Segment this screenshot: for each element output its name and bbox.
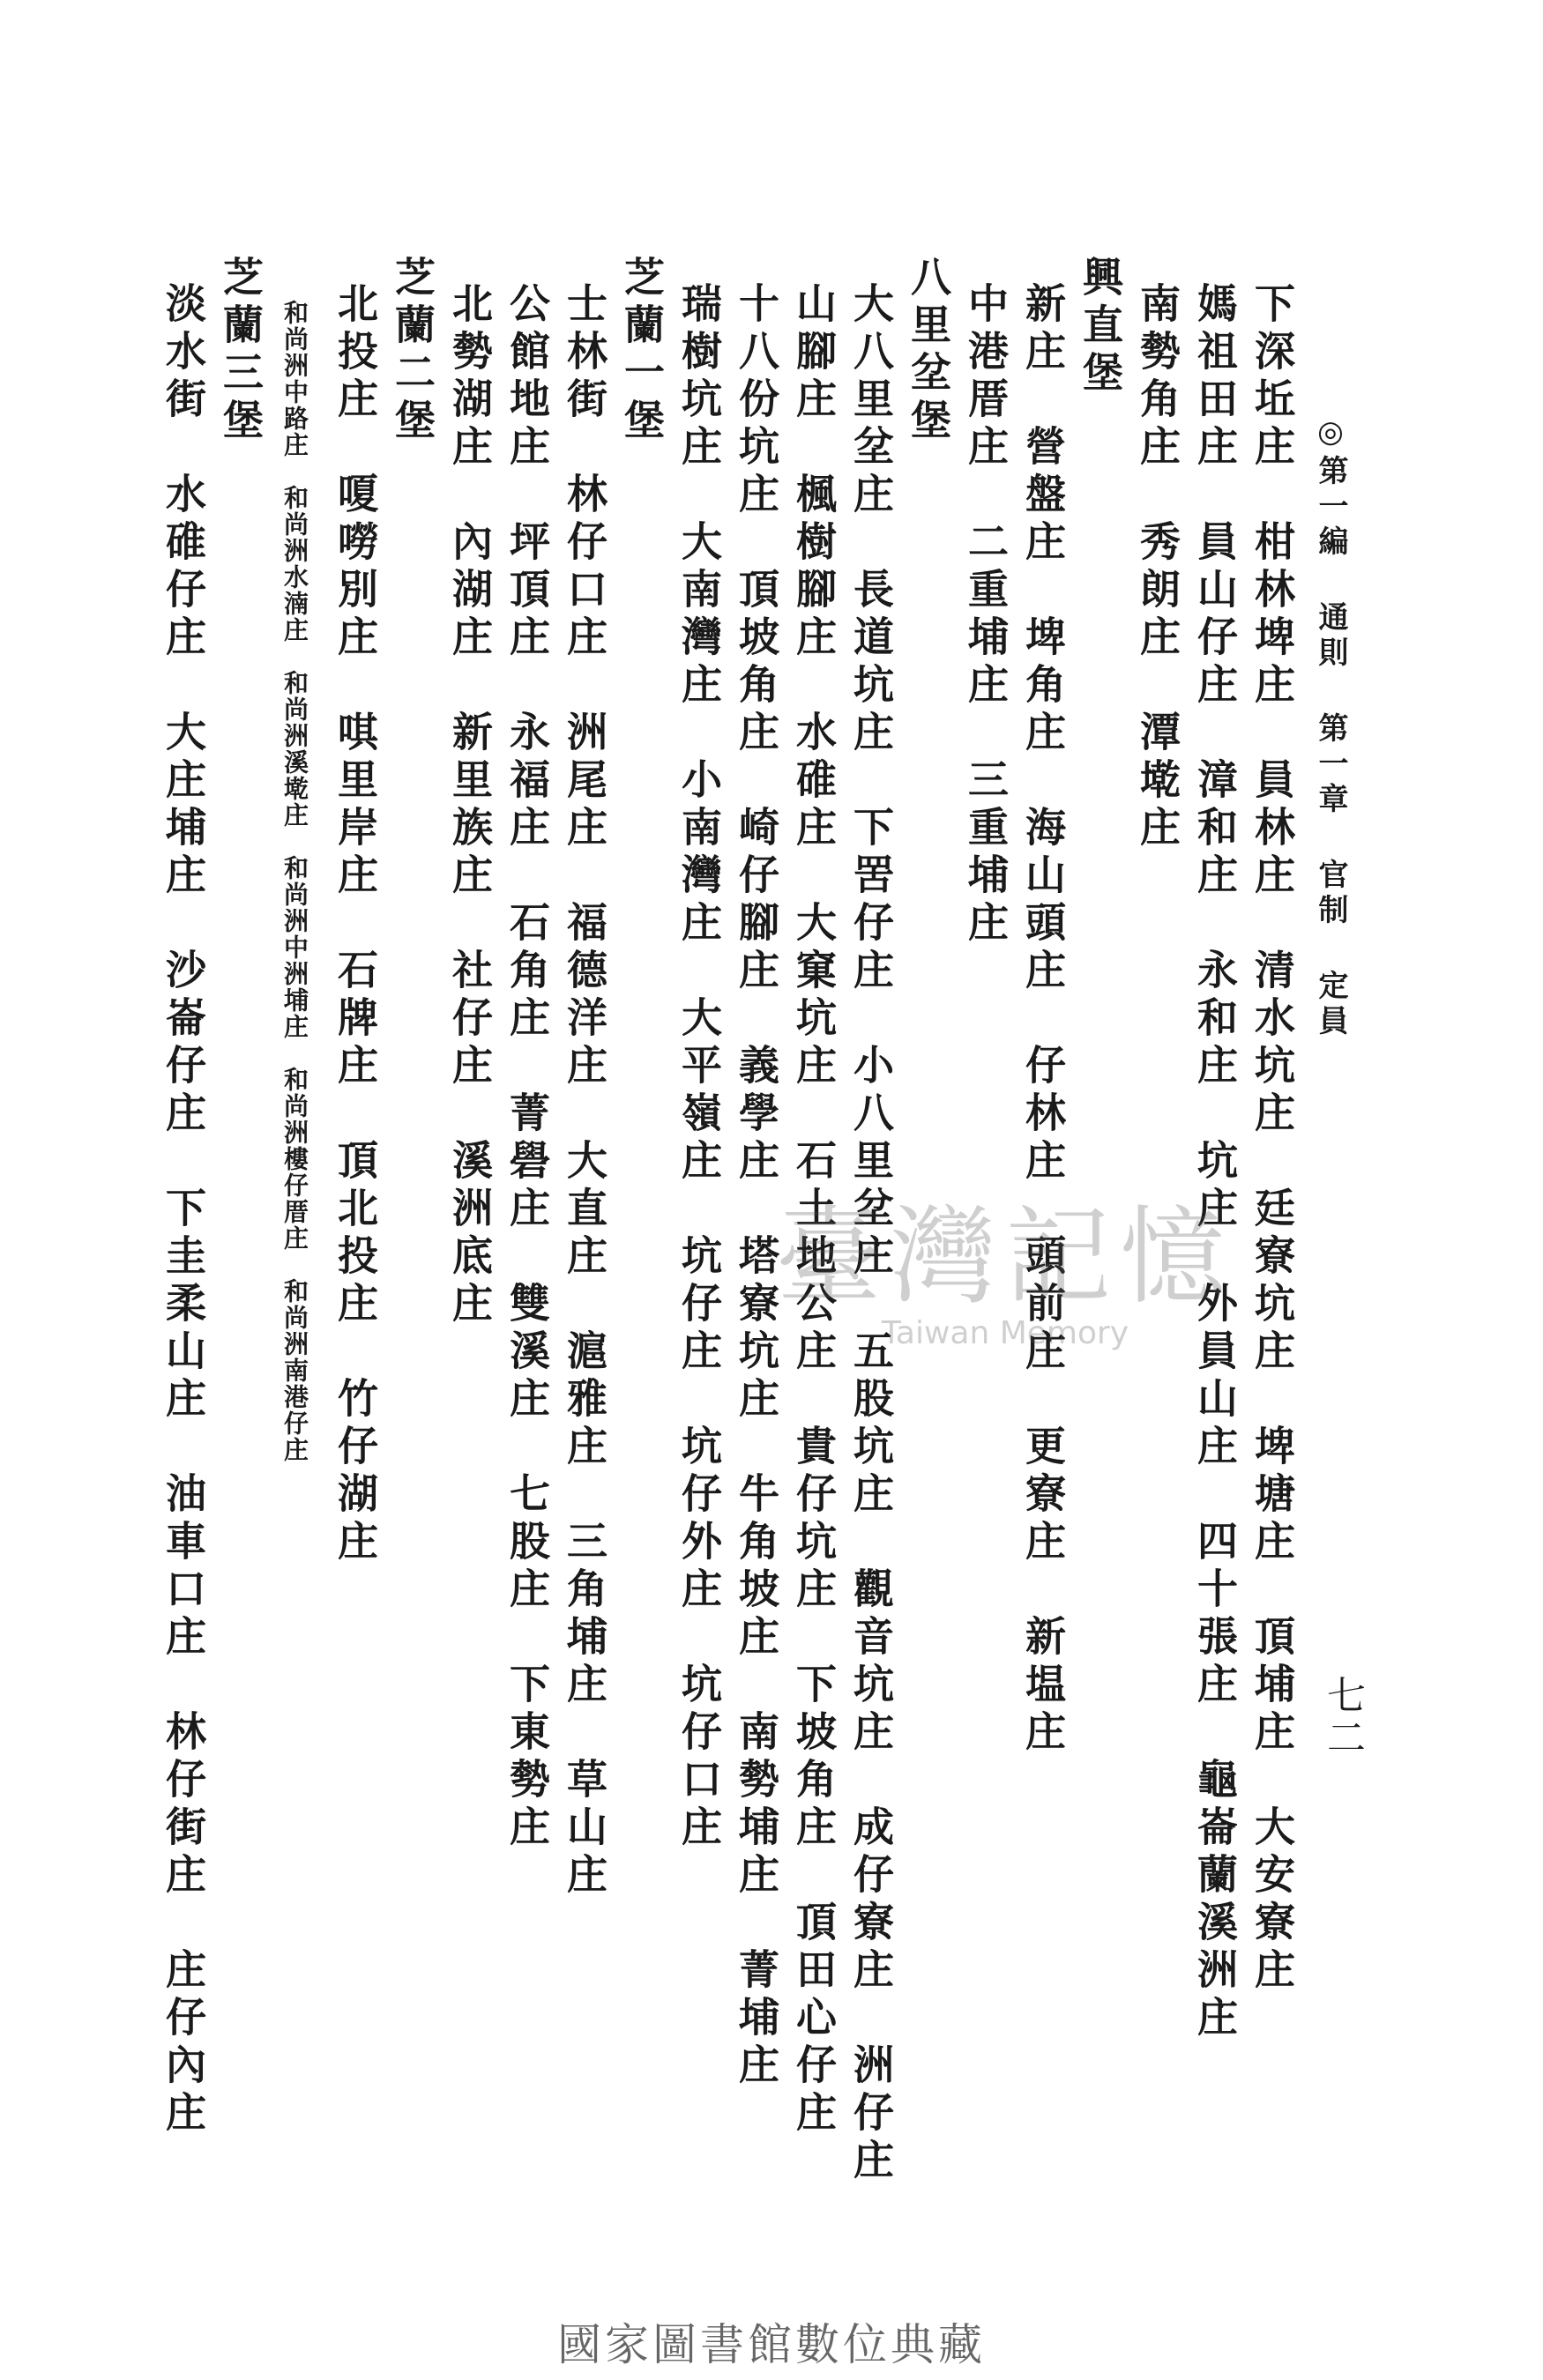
text-column-15: 淡水街 水碓仔庄 大庄埔庄 沙崙仔庄 下圭柔山庄 油車口庄 林仔街庄 庄仔內庄 [160,282,207,2138]
footer-archive-label: 國家圖書館數位典藏 [557,2319,986,2370]
watermark-en: Taiwan Memory [881,1315,1129,1351]
watermark-logo [776,1172,1234,1351]
section-heading: 八里坌堡 [905,256,952,446]
text-column-14: 和尚洲中路庄 和尚洲水湳庄 和尚洲溪墘庄 和尚洲中洲埔庄 和尚洲樓仔厝庄 和尚洲南港仔庄 [280,300,309,1463]
text-column-4: 新庄 營盤庄 埤角庄 海山頭庄 仔林庄 頭前庄 更寮庄 新塭庄 [1019,282,1067,1758]
text-column-10: 士林街 林仔口庄 洲尾庄 福德洋庄 大直庄 滬雅庄 三角埔庄 草山庄 [561,282,608,1900]
watermark-cn: 臺灣記憶 [776,1196,1234,1319]
text-column-13: 北投庄 嗄嘮別庄 唭里岸庄 石牌庄 頂北投庄 竹仔湖庄 [332,282,379,1567]
text-column-8: 十八份坑庄 頂坡角庄 崎仔腳庄 義學庄 塔寮坑庄 牛角坡庄 南勢埔庄 菁埔庄 [733,282,780,2091]
text-column-12: 北勢湖庄 內湖庄 新里族庄 社仔庄 溪洲底庄 [446,282,494,1329]
section-heading: 芝蘭三堡 [217,256,265,446]
text-column-11: 公館地庄 坪頂庄 永福庄 石角庄 菁礐庄 雙溪庄 七股庄 下東勢庄 [503,282,551,1853]
section-heading: 芝蘭二堡 [389,256,436,446]
section-heading: 興直堡 [1077,256,1124,398]
text-column-7: 山腳庄 楓樹腳庄 水碓庄 大窠坑庄 石土地公庄 貴仔坑庄 下坡角庄 頂田心仔庄 [790,282,838,2138]
text-column-6: 大八里坌庄 長道坑庄 下罟仔庄 小八里坌庄 五股坑庄 觀音坑庄 成仔寮庄 洲仔庄 [847,282,895,2186]
text-column-2: 媽祖田庄 員山仔庄 漳和庄 永和庄 坑庄 外員山庄 四十張庄 龜崙蘭溪洲庄 [1191,282,1239,2043]
text-column-9: 瑞樹坑庄 大南灣庄 小南灣庄 大平嶺庄 坑仔庄 坑仔外庄 坑仔口庄 [675,282,723,1853]
text-column-5: 中港厝庄 二重埔庄 三重埔庄 [962,282,1010,948]
text-column-3: 南勢角庄 秀朗庄 潭墘庄 [1134,282,1181,853]
page-number: 七二 [1320,1675,1365,1759]
running-header: ◎第一編 通則 第一章 官制 定員 [1313,414,1348,1040]
section-heading: 芝蘭一堡 [618,256,666,446]
text-column-1: 下深坵庄 柑林埤庄 員林庄 清水坑庄 廷寮坑庄 埤塘庄 頂埔庄 大安寮庄 [1249,282,1296,1996]
